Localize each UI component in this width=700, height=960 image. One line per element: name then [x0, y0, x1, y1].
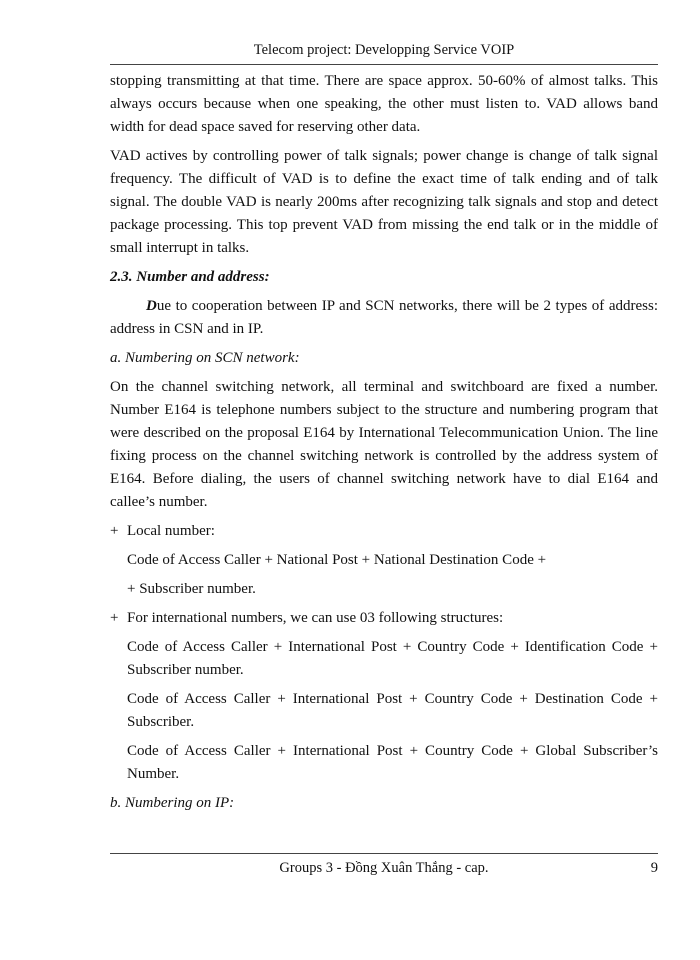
- page-header: Telecom project: Developping Service VOIP: [253, 42, 515, 58]
- bullet-local-number: [110, 520, 658, 543]
- intl-structure-3: Code of Access Caller + International Post + Country Code + Global Subscriber’s Number.: [127, 743, 658, 782]
- drop-cap: D: [146, 298, 157, 314]
- subheading-ip: b. Numbering on IP:: [110, 795, 235, 811]
- local-structure-line1: Code of Access Caller + National Post + National Destination Code +: [127, 552, 547, 568]
- local-structure-line2: + Subscriber number.: [127, 581, 256, 597]
- subheading-scn: a. Numbering on SCN network:: [110, 350, 300, 366]
- section-intro: [110, 295, 658, 341]
- footer-rule: [110, 853, 658, 854]
- paragraph-vad-continuation: stopping transmitting at that time. There are space approx. 50-60% of almost talks. This always occurs because when one speaking, the other must listen to. VAD allows band width for dead space saved for reserving other data.: [110, 73, 658, 135]
- intl-structure-2: Code of Access Caller + International Post + Country Code + Destination Code + Subscriber.: [127, 691, 658, 730]
- bullet-international-number: [110, 607, 658, 630]
- page-footer: [110, 860, 658, 877]
- footer-author: Groups 3 - Đồng Xuân Thắng - cap.: [279, 860, 489, 876]
- header-rule: [110, 64, 658, 65]
- bullet-mark: +: [110, 523, 119, 539]
- paragraph-vad-power: VAD actives by controlling power of talk signals; power change is change of talk signal frequency. The difficult of VAD is to define the exact time of talk ending and of talk signal. The double VAD is nearly 200ms after recognizing talk signals and stop and detect package processing. This top prevent VAD from missing the end talk or in the middle of small interrupt in talks.: [110, 148, 658, 256]
- section-heading: 2.3. Number and address:: [110, 269, 270, 285]
- page-number: 9: [650, 860, 658, 876]
- page-body: [110, 70, 658, 815]
- intl-structure-1: Code of Access Caller + International Post + Country Code + Identification Code + Subscriber number.: [127, 639, 658, 678]
- bullet-mark: +: [110, 610, 119, 626]
- bullet-local-text: Local number:: [127, 523, 215, 539]
- bullet-intl-text: For international numbers, we can use 03 following structures:: [127, 610, 504, 626]
- paragraph-scn: On the channel switching network, all terminal and switchboard are fixed a number. Number E164 is telephone numbers subject to the structure and numbering program that were described on the proposal E164 by International Telecommunication Union. The line fixing process on the channel switching network is controlled by the address system of E164. Before dialing, the users of channel switching network have to dial E164 and callee’s number.: [110, 379, 658, 510]
- section-intro-text: ue to cooperation between IP and SCN networks, there will be 2 types of address: address in CSN and in IP.: [110, 298, 658, 337]
